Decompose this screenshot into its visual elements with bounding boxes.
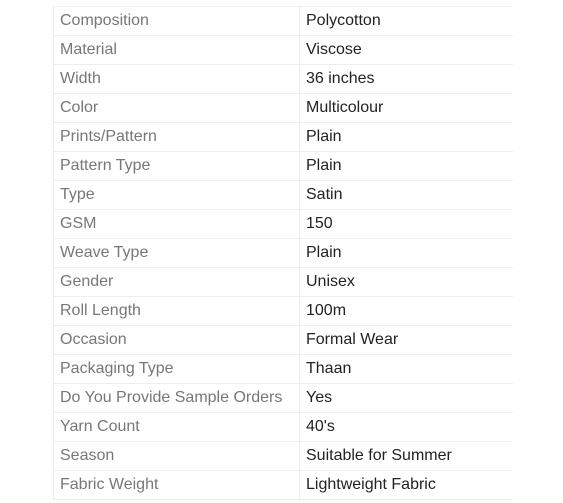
table-row xyxy=(54,36,514,65)
spec-value: Yes xyxy=(300,384,514,413)
table-row xyxy=(54,181,514,210)
table-row xyxy=(54,65,514,94)
spec-label: Packaging Type xyxy=(54,355,300,384)
table-row xyxy=(54,210,514,239)
spec-value: 36 inches xyxy=(300,65,514,94)
table-row xyxy=(54,7,514,36)
spec-label: Width xyxy=(54,65,300,94)
table-row xyxy=(54,471,514,500)
spec-value: Viscose xyxy=(300,36,514,65)
table-row xyxy=(54,413,514,442)
table-row xyxy=(54,355,514,384)
spec-value: Plain xyxy=(300,152,514,181)
spec-value: Unisex xyxy=(300,268,514,297)
spec-value: 40's xyxy=(300,413,514,442)
spec-value: Polycotton xyxy=(300,7,514,36)
spec-value: 100m xyxy=(300,297,514,326)
table-row xyxy=(54,152,514,181)
spec-label: Fabric Weight xyxy=(54,471,300,500)
table-row xyxy=(54,239,514,268)
spec-label: Material xyxy=(54,36,300,65)
spec-label: Gender xyxy=(54,268,300,297)
table-row xyxy=(54,384,514,413)
spec-label: Roll Length xyxy=(54,297,300,326)
spec-label: Color xyxy=(54,94,300,123)
specifications-body xyxy=(54,7,514,500)
table-row xyxy=(54,123,514,152)
spec-value: Lightweight Fabric xyxy=(300,471,514,500)
spec-label: GSM xyxy=(54,210,300,239)
spec-label: Pattern Type xyxy=(54,152,300,181)
spec-value: Plain xyxy=(300,123,514,152)
spec-value: 150 xyxy=(300,210,514,239)
spec-label: Type xyxy=(54,181,300,210)
table-row xyxy=(54,297,514,326)
table-row xyxy=(54,442,514,471)
spec-label: Weave Type xyxy=(54,239,300,268)
spec-label: Season xyxy=(54,442,300,471)
table-row xyxy=(54,94,514,123)
spec-value: Multicolour xyxy=(300,94,514,123)
table-row xyxy=(54,268,514,297)
table-row xyxy=(54,326,514,355)
product-specifications-table xyxy=(53,6,513,500)
spec-label: Occasion xyxy=(54,326,300,355)
spec-value: Satin xyxy=(300,181,514,210)
spec-value: Formal Wear xyxy=(300,326,514,355)
spec-value: Suitable for Summer xyxy=(300,442,514,471)
spec-label: Yarn Count xyxy=(54,413,300,442)
spec-label: Composition xyxy=(54,7,300,36)
spec-label: Do You Provide Sample Orders xyxy=(54,384,300,413)
spec-value: Plain xyxy=(300,239,514,268)
spec-label: Prints/Pattern xyxy=(54,123,300,152)
spec-value: Thaan xyxy=(300,355,514,384)
